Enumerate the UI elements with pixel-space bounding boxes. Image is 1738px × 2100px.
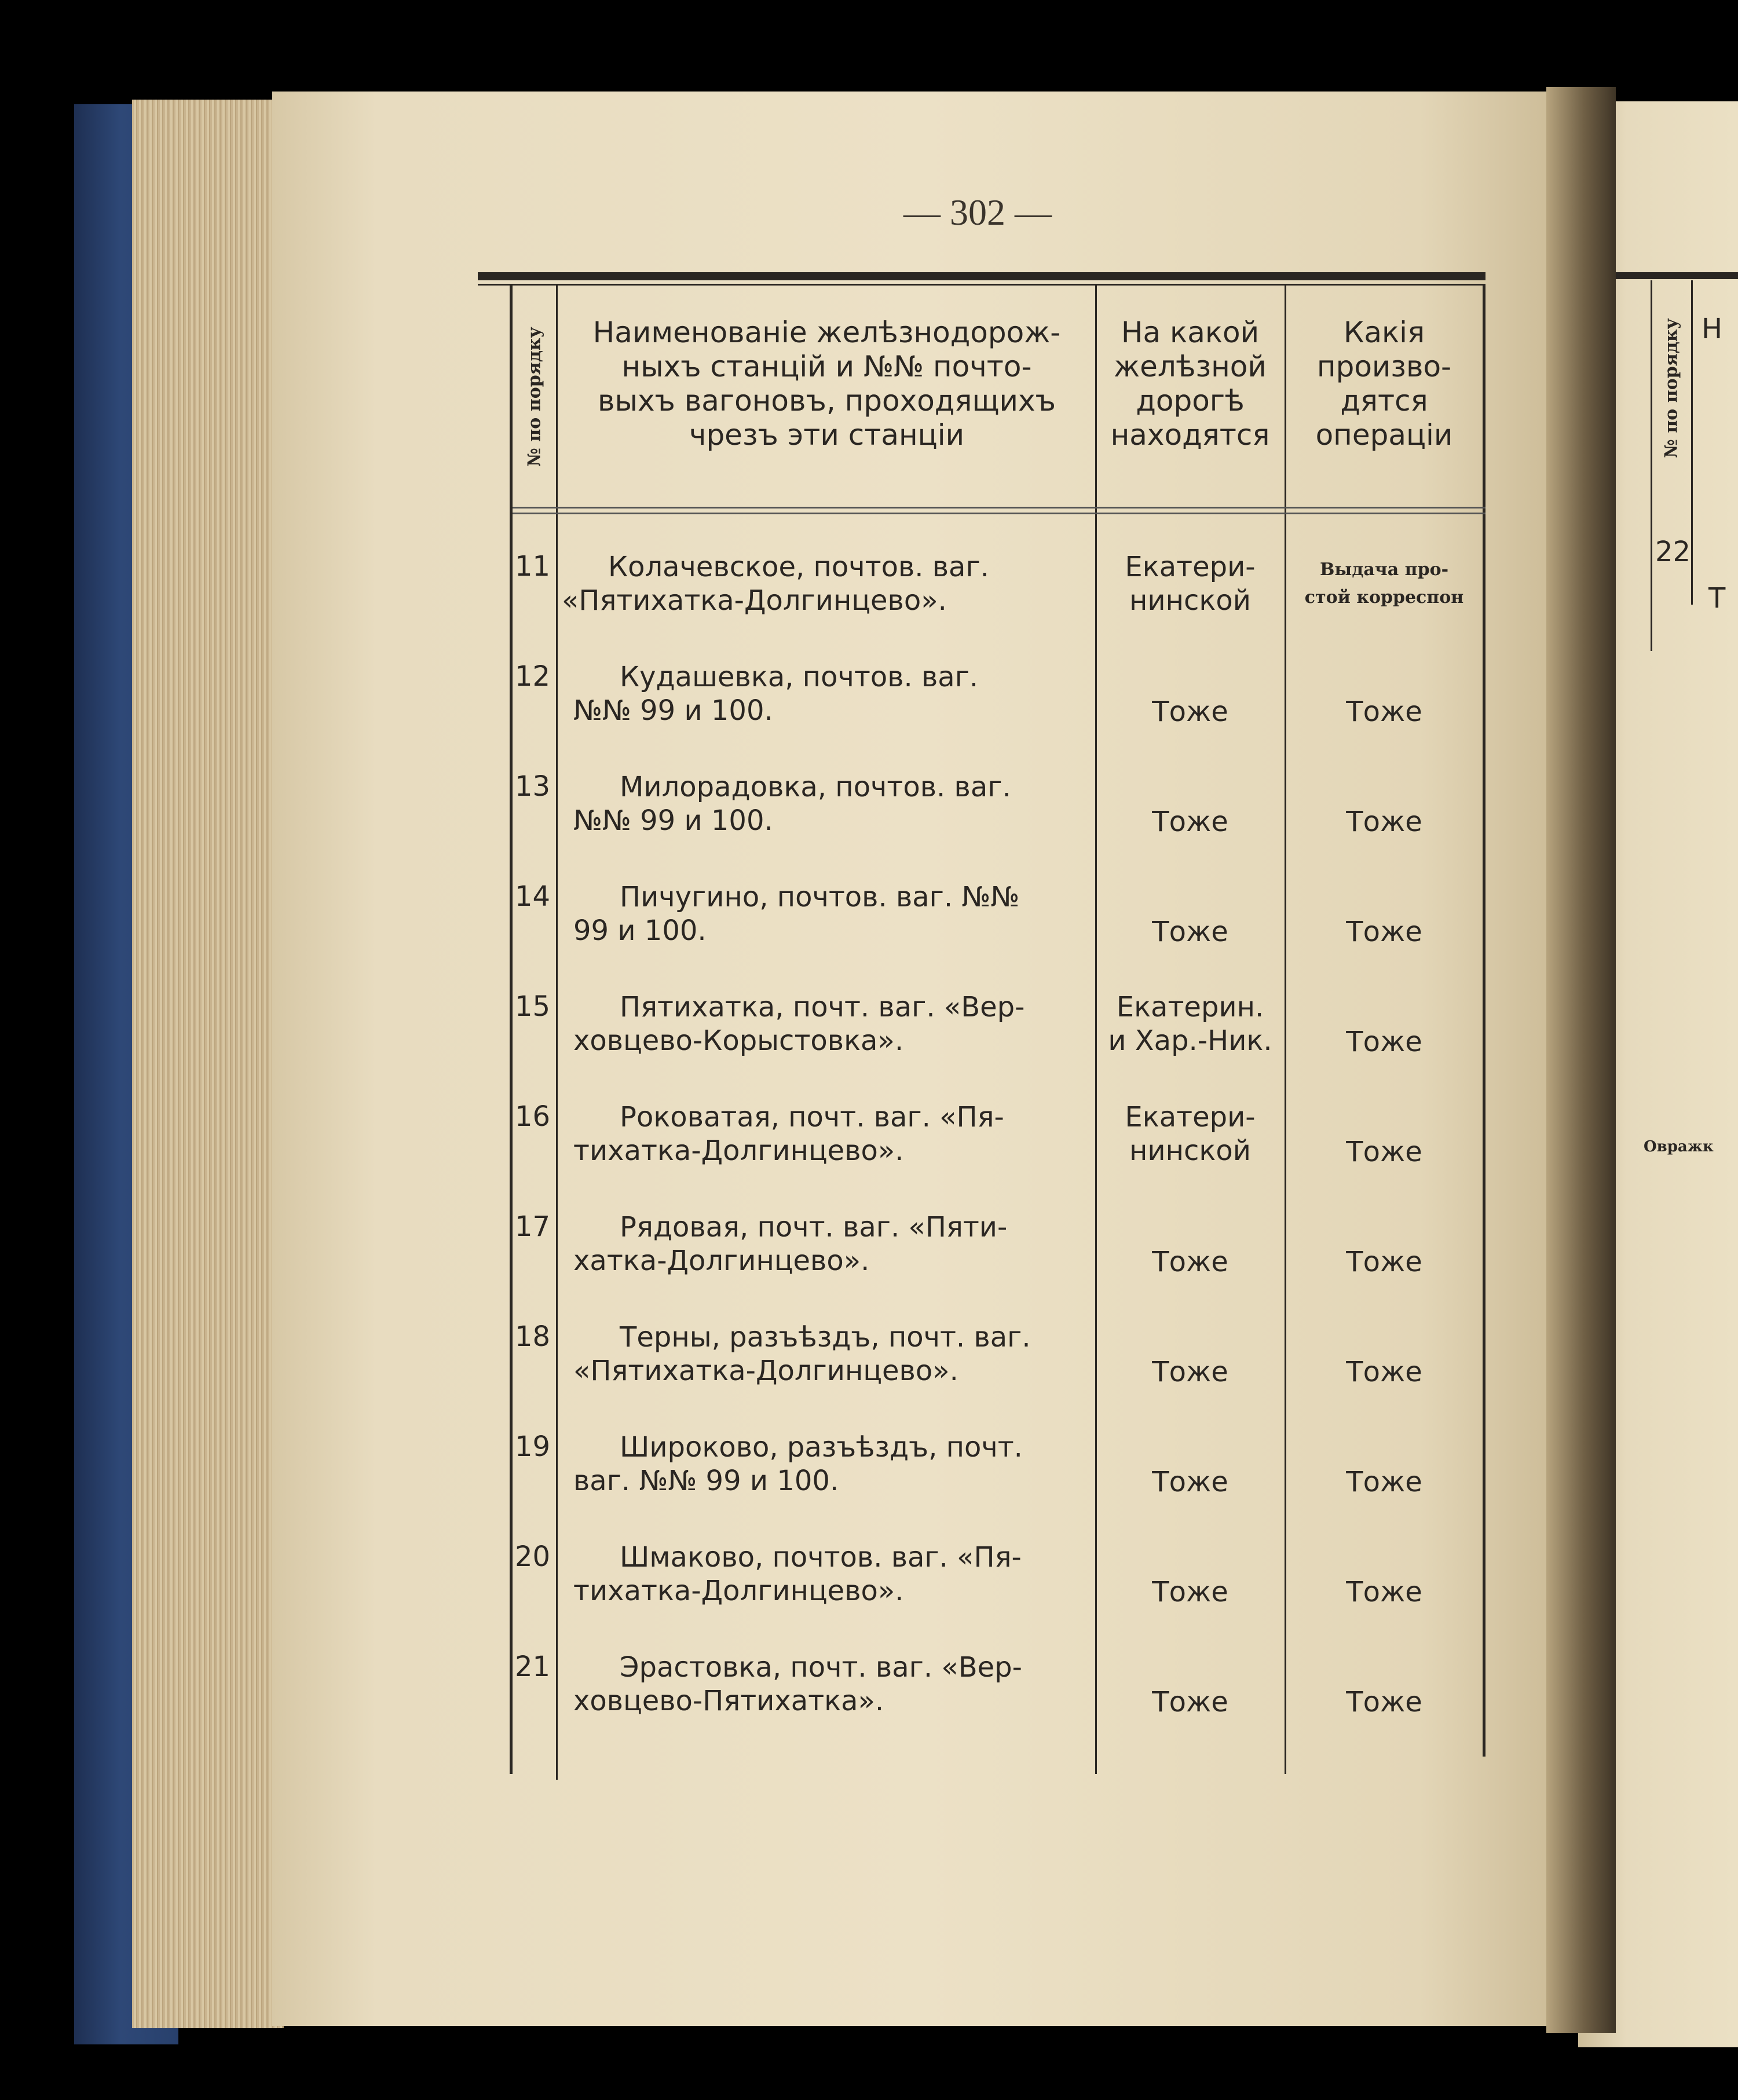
operations-value: Выдача про- стой корреспон xyxy=(1304,559,1464,608)
station-name: Колачевское, почтов. ваг. «Пятихатка-Долгинцево». xyxy=(562,551,989,617)
operations-value: Тоже xyxy=(1346,1246,1422,1278)
railway-name: Тоже xyxy=(1152,1686,1228,1718)
station-name: Терны, разъѣздъ, почт. ваг. «Пятихатка-Долгинцево». xyxy=(573,1321,1031,1387)
table-row xyxy=(478,1320,1485,1431)
railway-name: Тоже xyxy=(1152,1246,1228,1278)
station-name: Пичугино, почтов. ваг. №№ 99 и 100. xyxy=(573,881,1020,947)
railway-name: Екатерин. и Хар.-Ник. xyxy=(1108,991,1272,1057)
page-edges xyxy=(132,100,284,2028)
operations-value: Тоже xyxy=(1346,1466,1422,1498)
right-table-top-rule xyxy=(1616,272,1738,279)
table-row xyxy=(478,1651,1485,1761)
station-name: Широково, разъѣздъ, почт. ваг. №№ 99 и 100. xyxy=(573,1431,1023,1497)
station-name: Кудашевка, почтов. ваг. №№ 99 и 100. xyxy=(573,661,979,727)
station-name: Милорадовка, почтов. ваг. №№ 99 и 100. xyxy=(573,771,1011,837)
header-railway: На какой желѣзной дорогѣ находятся xyxy=(1110,316,1270,452)
row-number: 12 xyxy=(515,660,551,693)
station-name: Роковатая, почт. ваг. «Пя- тихатка-Долгинцево». xyxy=(573,1101,1004,1167)
right-header-number: № по порядку xyxy=(1661,318,1682,458)
station-name: Рядовая, почт. ваг. «Пяти- хатка-Долгинцево». xyxy=(573,1211,1008,1277)
table-top-rule-thin xyxy=(478,284,1485,286)
operations-value: Тоже xyxy=(1346,916,1422,948)
right-row-number: 22 xyxy=(1655,536,1691,568)
header-number: № по порядку xyxy=(524,327,544,467)
header-rule-double xyxy=(513,513,1485,514)
row-number: 11 xyxy=(515,550,551,583)
railway-name: Тоже xyxy=(1152,806,1228,838)
table-row xyxy=(478,1541,1485,1651)
railway-name: Тоже xyxy=(1152,1466,1228,1498)
row-number: 18 xyxy=(515,1320,551,1353)
table-row xyxy=(478,770,1485,880)
right-row-fragment: Т xyxy=(1708,582,1726,614)
row-number: 16 xyxy=(515,1100,551,1133)
table-row xyxy=(478,1210,1485,1320)
operations-value: Тоже xyxy=(1346,806,1422,838)
operations-value: Тоже xyxy=(1346,1026,1422,1058)
table-row xyxy=(478,880,1485,990)
row-number: 19 xyxy=(515,1431,551,1463)
header-station-name: Наименованіе желѣзнодорож- ныхъ станцій и №№ почто- выхъ вагоновъ, проходящихъ чрезъ эти станціи xyxy=(592,316,1061,452)
row-number: 14 xyxy=(515,880,551,913)
page-number: — 302 — xyxy=(903,192,1052,233)
row-number: 21 xyxy=(515,1651,551,1683)
table-top-rule xyxy=(478,272,1485,280)
railway-name: Тоже xyxy=(1152,1576,1228,1608)
railway-name: Екатери- нинской xyxy=(1125,551,1256,617)
header-operations: Какія произво- дятся операціи xyxy=(1315,316,1453,452)
row-number: 15 xyxy=(515,990,551,1023)
stations-table xyxy=(478,272,1485,1772)
table-row xyxy=(478,1100,1485,1210)
operations-value: Тоже xyxy=(1346,1576,1422,1608)
table-row xyxy=(478,660,1485,770)
header-rule xyxy=(513,507,1485,508)
right-header-fragment: Н xyxy=(1702,313,1723,345)
table-row xyxy=(478,990,1485,1100)
railway-name: Тоже xyxy=(1152,696,1228,728)
table-row xyxy=(478,1431,1485,1541)
operations-value: Тоже xyxy=(1346,1136,1422,1168)
row-number: 20 xyxy=(515,1541,551,1573)
table-row xyxy=(478,550,1485,660)
railway-name: Тоже xyxy=(1152,916,1228,948)
row-number: 13 xyxy=(515,770,551,803)
operations-value: Тоже xyxy=(1346,696,1422,728)
operations-value: Тоже xyxy=(1346,1686,1422,1718)
row-number: 17 xyxy=(515,1210,551,1243)
railway-name: Тоже xyxy=(1152,1356,1228,1388)
right-page-side-text: Овражк xyxy=(1644,1138,1714,1155)
book-gutter xyxy=(1546,87,1616,2033)
station-name: Шмаково, почтов. ваг. «Пя- тихатка-Долгинцево». xyxy=(573,1541,1022,1607)
station-name: Эрастовка, почт. ваг. «Вер- ховцево-Пятихатка». xyxy=(573,1651,1022,1717)
railway-name: Екатери- нинской xyxy=(1125,1101,1256,1167)
operations-value: Тоже xyxy=(1346,1356,1422,1388)
station-name: Пятихатка, почт. ваг. «Вер- ховцево-Корыстовка». xyxy=(573,991,1025,1057)
right-table-num-divider xyxy=(1691,280,1693,605)
